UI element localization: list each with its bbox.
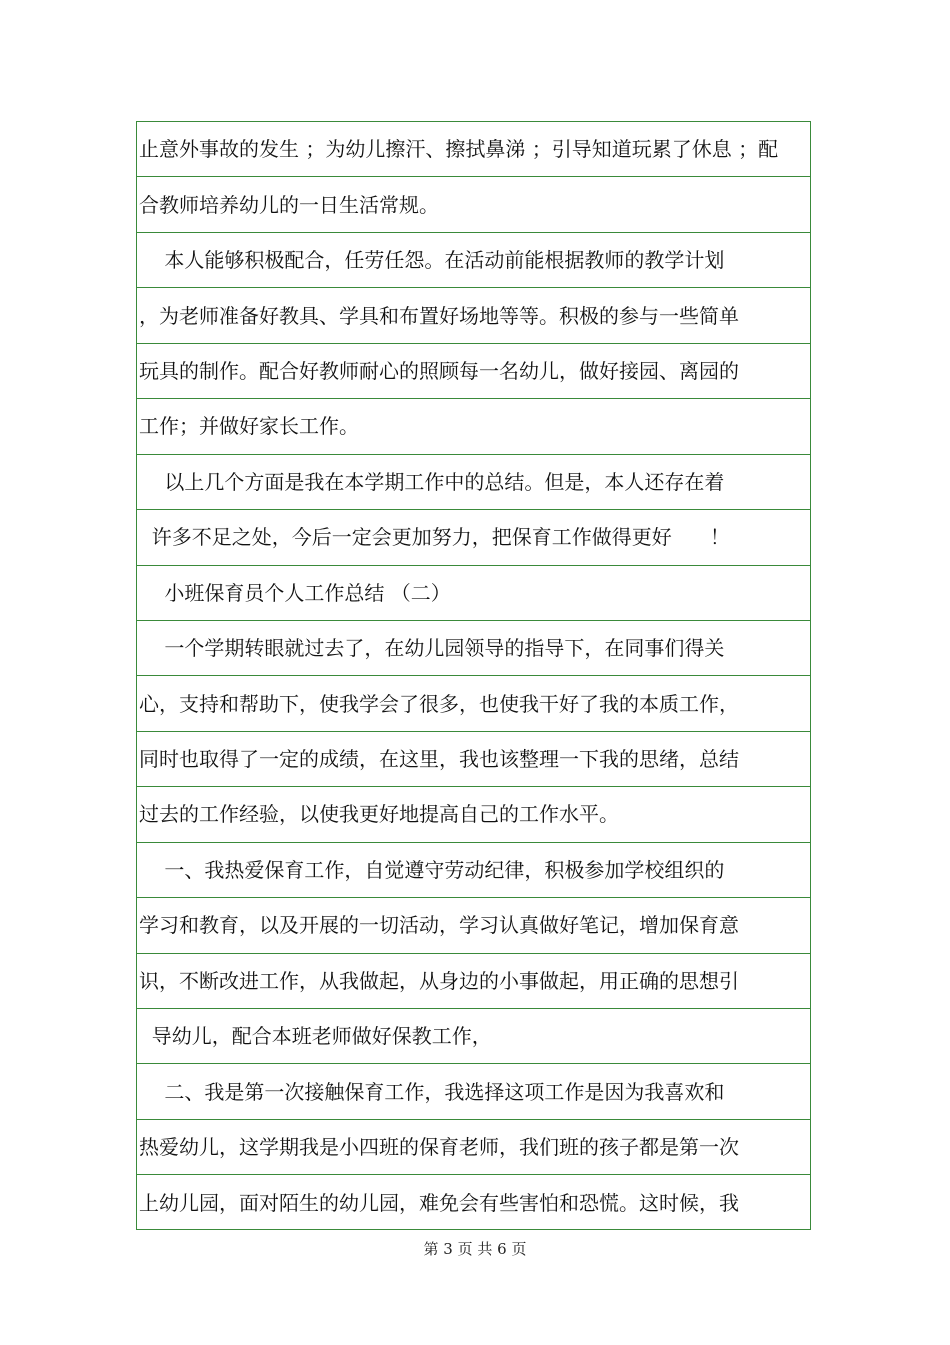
section-heading-text: 小班保育员个人工作总结 （二） [139,580,451,605]
page-number-footer: 第 3 页 共 6 页 [423,1240,527,1258]
text-line [137,898,810,953]
text-line [137,399,810,454]
text-line [137,621,810,676]
text-line-content: 导幼儿，配合本班老师做好保教工作， [139,1024,492,1049]
text-line-content: 一个学期转眼就过去了，在幼儿园领导的指导下，在同事们得关 [139,636,725,661]
document-text-box [136,121,811,1230]
text-line [137,288,810,343]
text-line [137,510,810,565]
text-line [137,1009,810,1064]
text-line-content: 许多不足之处，今后一定会更加努力，把保育工作做得更好 ！ [139,525,730,550]
text-line [137,122,810,177]
text-line-content: 止意外事故的发生 ；为幼儿擦汗、擦拭鼻涕 ；引导知道玩累了休息 ；配 [139,137,779,162]
text-line-content: 学习和教育，以及开展的一切活动，学习认真做好笔记，增加保育意 [139,913,739,938]
text-line [137,1120,810,1175]
text-line-content: 一、我热爱保育工作，自觉遵守劳动纪律，积极参加学校组织的 [139,857,725,882]
text-line [137,843,810,898]
text-line-content: ，为老师准备好教具、学具和布置好场地等等。积极的参与一些简单 [139,303,739,328]
text-line-content: 合教师培养幼儿的一日生活常规。 [139,192,439,217]
text-line [137,1064,810,1119]
text-line-content: 以上几个方面是我在本学期工作中的总结。但是，本人还存在着 [139,469,725,494]
text-line [137,1175,810,1230]
text-line [137,732,810,787]
text-line-content: 玩具的制作。配合好教师耐心的照顾每一名幼儿，做好接园、离园的 [139,358,739,383]
text-line-content: 上幼儿园，面对陌生的幼儿园，难免会有些害怕和恐慌。这时候，我 [139,1191,739,1216]
text-line [137,233,810,288]
text-line [137,676,810,731]
text-line [137,177,810,232]
text-line [137,954,810,1009]
text-line-content: 二、我是第一次接触保育工作，我选择这项工作是因为我喜欢和 [139,1079,725,1104]
text-line-content: 心，支持和帮助下，使我学会了很多，也使我干好了我的本质工作， [139,691,739,716]
text-line [137,787,810,842]
text-line-content: 工作；并做好家长工作。 [139,414,359,439]
text-line-content: 识，不断改进工作，从我做起，从身边的小事做起，用正确的思想引 [139,968,739,993]
text-line-content: 热爱幼儿，这学期我是小四班的保育老师，我们班的孩子都是第一次 [139,1135,739,1160]
text-line-content: 同时也取得了一定的成绩，在这里，我也该整理一下我的思绪，总结 [139,747,739,772]
section-heading [137,566,810,621]
text-line-content: 过去的工作经验，以使我更好地提高自己的工作水平。 [139,802,619,827]
text-line [137,344,810,399]
text-line [137,455,810,510]
text-line-content: 本人能够积极配合，任劳任怨。在活动前能根据教师的教学计划 [139,248,725,273]
